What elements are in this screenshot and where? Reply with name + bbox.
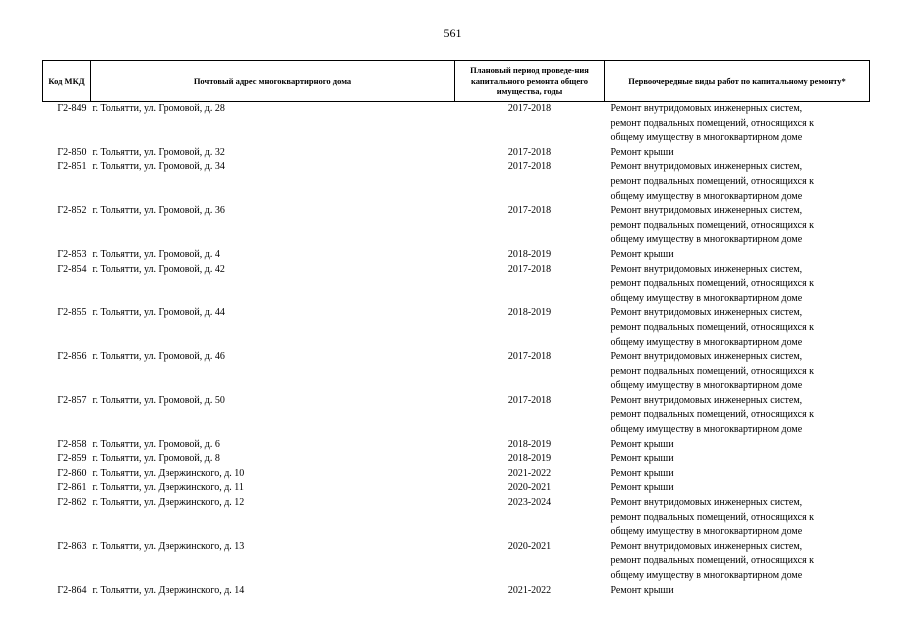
row-period: 2018-2019 [507, 438, 552, 450]
row-works [605, 160, 870, 204]
row-address: г. Тольятти, ул. Громовой, д. 34 [92, 161, 225, 173]
row-address: г. Тольятти, ул. Дзержинского, д. 12 [92, 497, 245, 509]
works-line: Ремонт внутридомовых инженерных систем, [610, 307, 803, 319]
row-works [605, 481, 870, 496]
works-line: ремонт подвальных помещений, относящихся к [610, 511, 815, 523]
header-works: Первоочередные виды работ по капитальному ремонту* [605, 61, 870, 102]
row-period: 2017-2018 [507, 263, 552, 275]
row-period: 2023-2024 [507, 497, 552, 509]
works-line: общему имуществу в многоквартирном доме [610, 424, 803, 436]
table-row [43, 160, 870, 204]
works-line: ремонт подвальных помещений, относящихся к [610, 278, 815, 290]
row-works [605, 584, 870, 599]
row-period: 2017-2018 [507, 161, 552, 173]
table-row [43, 263, 870, 307]
row-code: Г2-853 [57, 248, 87, 260]
row-address: г. Тольятти, ул. Громовой, д. 36 [92, 205, 225, 217]
works-line: ремонт подвальных помещений, относящихся к [610, 365, 815, 377]
table-row [43, 146, 870, 161]
works-line: Ремонт крыши [610, 584, 674, 596]
row-address: г. Тольятти, ул. Громовой, д. 28 [92, 103, 225, 114]
row-period: 2018-2019 [507, 248, 552, 260]
table-row [43, 481, 870, 496]
row-code: Г2-864 [57, 584, 87, 596]
row-code: Г2-862 [57, 497, 87, 509]
row-works [605, 438, 870, 453]
works-line: ремонт подвальных помещений, относящихся к [610, 555, 815, 567]
header-period: Плановый период проведе-ния капитального ремонта общего имущества, годы [455, 61, 605, 102]
row-address: г. Тольятти, ул. Громовой, д. 46 [92, 351, 225, 363]
works-line: общему имуществу в многоквартирном доме [610, 380, 803, 392]
row-period: 2017-2018 [507, 103, 552, 114]
table-row [43, 102, 870, 146]
row-period: 2017-2018 [507, 205, 552, 217]
row-period: 2018-2019 [507, 307, 552, 319]
row-address: г. Тольятти, ул. Дзержинского, д. 11 [92, 482, 244, 494]
table-row [43, 306, 870, 350]
works-line: общему имуществу в многоквартирном доме [610, 190, 803, 202]
table-row [43, 394, 870, 438]
row-period: 2017-2018 [507, 351, 552, 363]
row-address: г. Тольятти, ул. Громовой, д. 50 [92, 394, 225, 406]
table-row [43, 452, 870, 467]
row-code: Г2-858 [57, 438, 87, 450]
row-address: г. Тольятти, ул. Дзержинского, д. 10 [92, 467, 245, 479]
row-code: Г2-850 [57, 146, 87, 158]
row-works [605, 204, 870, 248]
works-line: ремонт подвальных помещений, относящихся к [610, 321, 815, 333]
table-row [43, 248, 870, 263]
row-code: Г2-854 [57, 263, 87, 275]
works-line: Ремонт внутридомовых инженерных систем, [610, 103, 803, 114]
works-line: Ремонт внутридомовых инженерных систем, [610, 161, 803, 173]
row-code: Г2-856 [57, 351, 87, 363]
row-period: 2017-2018 [507, 146, 552, 158]
row-works [605, 248, 870, 263]
row-address: г. Тольятти, ул. Громовой, д. 44 [92, 307, 225, 319]
row-period: 2018-2019 [507, 453, 552, 465]
table-row [43, 350, 870, 394]
table-row [43, 584, 870, 599]
row-address: г. Тольятти, ул. Громовой, д. 6 [92, 438, 220, 450]
row-address: г. Тольятти, ул. Громовой, д. 42 [92, 263, 225, 275]
works-line: общему имуществу в многоквартирном доме [610, 132, 803, 144]
works-line: Ремонт внутридомовых инженерных систем, [610, 205, 803, 217]
works-line: общему имуществу в многоквартирном доме [610, 526, 803, 538]
header-code: Код МКД [43, 61, 91, 102]
row-works [605, 146, 870, 161]
row-address: г. Тольятти, ул. Дзержинского, д. 14 [92, 584, 245, 596]
works-line: Ремонт внутридомовых инженерных систем, [610, 263, 803, 275]
works-line: Ремонт крыши [610, 482, 674, 494]
row-code: Г2-855 [57, 307, 87, 319]
table-row [43, 204, 870, 248]
row-works [605, 263, 870, 307]
works-line: Ремонт крыши [610, 146, 674, 158]
capital-repair-table [42, 60, 870, 598]
works-line: общему имуществу в многоквартирном доме [610, 336, 803, 348]
row-works [605, 496, 870, 540]
works-line: ремонт подвальных помещений, относящихся к [610, 409, 815, 421]
works-line: Ремонт крыши [610, 453, 674, 465]
row-code: Г2-852 [57, 205, 87, 217]
works-line: Ремонт внутридомовых инженерных систем, [610, 394, 803, 406]
table-row [43, 496, 870, 540]
row-code: Г2-860 [57, 467, 87, 479]
row-period: 2021-2022 [507, 584, 552, 596]
row-code: Г2-863 [57, 540, 87, 552]
row-address: г. Тольятти, ул. Громовой, д. 4 [92, 248, 220, 260]
row-code: Г2-859 [57, 453, 87, 465]
row-period: 2017-2018 [507, 394, 552, 406]
table-body [43, 102, 870, 599]
row-period: 2020-2021 [507, 482, 552, 494]
row-address: г. Тольятти, ул. Громовой, д. 8 [92, 453, 220, 465]
row-period: 2020-2021 [507, 540, 552, 552]
row-works [605, 540, 870, 584]
row-works [605, 394, 870, 438]
works-line: Ремонт внутридомовых инженерных систем, [610, 351, 803, 363]
row-address: г. Тольятти, ул. Громовой, д. 32 [92, 146, 225, 158]
row-code: Г2-861 [57, 482, 87, 494]
works-line: ремонт подвальных помещений, относящихся к [610, 117, 815, 129]
works-line: Ремонт крыши [610, 248, 674, 260]
row-works [605, 350, 870, 394]
works-line: Ремонт внутридомовых инженерных систем, [610, 497, 803, 509]
table-row [43, 438, 870, 453]
row-works [605, 452, 870, 467]
works-line: общему имуществу в многоквартирном доме [610, 570, 803, 581]
row-works [605, 467, 870, 482]
page-number: 561 [443, 26, 462, 40]
header-address: Почтовый адрес многоквартирного дома [91, 61, 455, 102]
row-period: 2021-2022 [507, 467, 552, 479]
works-line: Ремонт внутридомовых инженерных систем, [610, 540, 803, 552]
works-line: общему имуществу в многоквартирном доме [610, 234, 803, 246]
row-code: Г2-851 [57, 161, 87, 173]
row-works [605, 306, 870, 350]
works-line: ремонт подвальных помещений, относящихся к [610, 219, 815, 231]
works-line: ремонт подвальных помещений, относящихся к [610, 175, 815, 187]
row-code: Г2-849 [57, 103, 87, 114]
row-works [605, 102, 870, 146]
table-header-row [43, 61, 870, 102]
row-code: Г2-857 [57, 394, 87, 406]
works-line: общему имуществу в многоквартирном доме [610, 292, 803, 304]
works-line: Ремонт крыши [610, 467, 674, 479]
table-row [43, 540, 870, 584]
table-row [43, 467, 870, 482]
row-address: г. Тольятти, ул. Дзержинского, д. 13 [92, 540, 245, 552]
works-line: Ремонт крыши [610, 438, 674, 450]
